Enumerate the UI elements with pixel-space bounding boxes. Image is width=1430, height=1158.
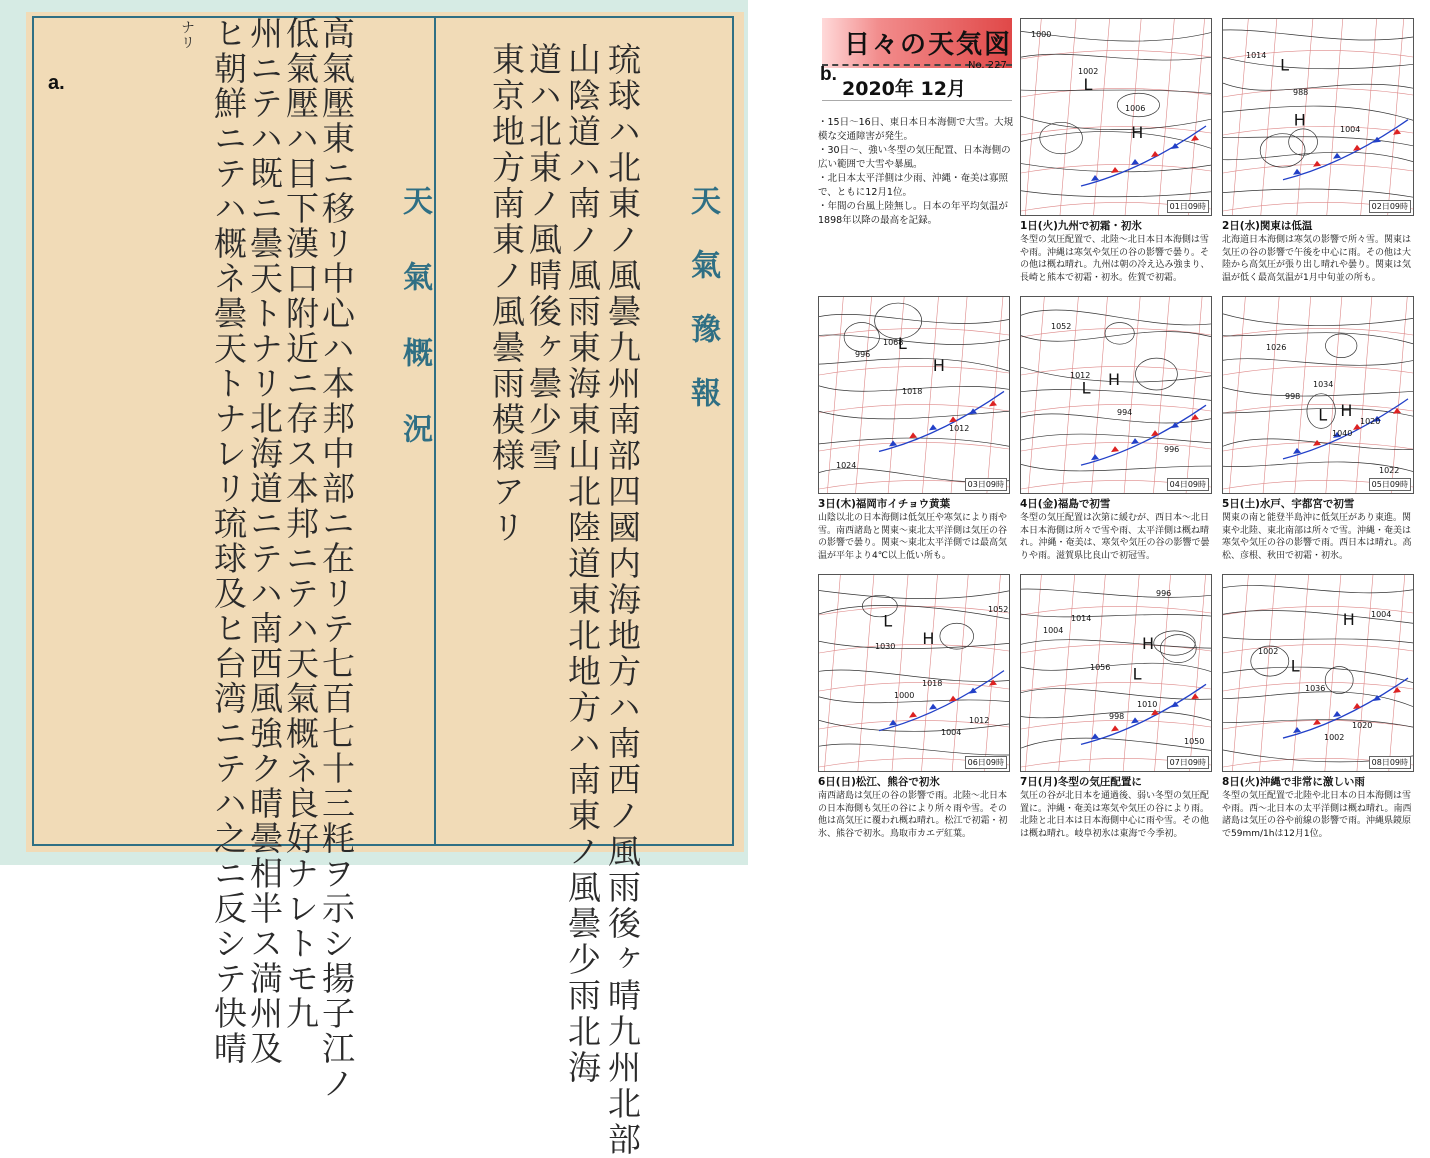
weather-map	[1222, 18, 1414, 216]
isobar	[1223, 30, 1413, 40]
front-marker	[1111, 725, 1119, 731]
isobar	[1223, 106, 1413, 120]
isobar-ring	[1105, 322, 1134, 344]
pressure-label: 1018	[902, 387, 923, 396]
map-timestamp: 08日09時	[1369, 756, 1411, 769]
isobar	[1223, 189, 1413, 197]
isobar	[1223, 137, 1413, 146]
isobar	[1021, 389, 1211, 400]
pressure-label: 1014	[1246, 51, 1267, 60]
pressure-label: 1052	[988, 605, 1009, 614]
day-caption: 4日(金)福島で初雪	[1020, 498, 1111, 510]
day-card-3	[818, 296, 1010, 562]
month-divider	[822, 100, 1012, 101]
front-marker	[1151, 430, 1159, 436]
panel-b-label: b.	[820, 64, 837, 85]
isobar-ring	[940, 623, 974, 649]
pressure-label: 1020	[1360, 417, 1381, 426]
pressure-label: 1030	[875, 642, 896, 651]
front-marker	[1333, 711, 1341, 717]
isobar	[1223, 637, 1413, 643]
pressure-center-symbol: H	[1293, 110, 1306, 130]
isobar	[1021, 191, 1211, 197]
weather-front	[1081, 126, 1206, 186]
front-marker	[1353, 145, 1361, 151]
day-description: 冬型の気圧配置で、北陸～北日本日本海側は雪や雨。沖縄は寒気や気圧の谷の影響で曇り。その他は概ね晴れ。九州は朝の冷え込み強まり、長崎と熊本で初霜・初氷。佐賀で初霜。	[1020, 235, 1210, 283]
pressure-label: 1040	[1332, 429, 1353, 438]
isobar	[819, 411, 1009, 419]
day-caption: 7日(月)冬型の気圧配置に	[1020, 776, 1142, 788]
isobar-map	[819, 297, 1009, 493]
map-timestamp: 05日09時	[1369, 478, 1411, 491]
pressure-label: 1068	[883, 338, 904, 347]
grid-line	[1021, 682, 1211, 691]
isobar	[1021, 689, 1211, 700]
pressure-center-symbol: L	[1132, 664, 1142, 684]
isobar	[819, 744, 1009, 755]
front-marker	[929, 424, 937, 430]
front-marker	[1111, 167, 1119, 173]
map-timestamp: 02日09時	[1369, 200, 1411, 213]
isobar	[1021, 640, 1211, 648]
pressure-label: 998	[1285, 392, 1301, 401]
front-marker	[1293, 169, 1301, 175]
isobar-ring	[1040, 122, 1083, 153]
summary-column-2: 低氣壓ハ目下漢口附近ニ存ス本邦ニテハ天氣概ネ良好ナレトモ九	[281, 16, 320, 1031]
note-item: ・30日～、強い冬型の気圧配置、日本海側の広い範囲で大雪や暴風。	[818, 145, 1011, 170]
grid-line	[819, 404, 1009, 413]
pressure-label: 1012	[949, 424, 970, 433]
pressure-label: 988	[1293, 88, 1309, 97]
day-card-7	[1020, 574, 1212, 840]
panel-a-label: a.	[48, 72, 65, 94]
grid-line	[1223, 126, 1413, 135]
front-marker	[909, 432, 917, 438]
grid-line	[1391, 297, 1407, 493]
pressure-label: 1034	[1313, 380, 1334, 389]
weather-map	[1020, 18, 1212, 216]
grid-line	[1259, 575, 1275, 771]
grid-line	[987, 297, 1003, 493]
note-item: ・北日本太平洋側は少雨、沖縄・奄美は寡照で、ともに12月1位。	[818, 173, 1009, 198]
day-card-8	[1222, 574, 1414, 840]
day-card-6	[818, 574, 1010, 840]
pressure-label: 996	[1164, 445, 1180, 454]
weather-front	[1081, 405, 1206, 465]
day-caption: 2日(水)関東は低温	[1222, 220, 1313, 232]
isobar-map	[819, 575, 1009, 771]
pressure-label: 1004	[1371, 610, 1392, 619]
summary-column-1: 高氣壓東ニ移リ中心ハ本邦中部ニ在リテ七百七十三粍ヲ示シ揚子江ノ	[317, 16, 356, 1101]
grid-line	[922, 297, 938, 493]
day-card-5	[1222, 296, 1414, 562]
pressure-label: 1036	[1305, 684, 1326, 693]
grid-line	[1021, 126, 1211, 135]
day-description: 関東の南と能登半島沖に低気圧があり東進。関東や北陸、東北南部は所々で雪。沖縄・奄美は寒気や気圧の谷の影響で雨。西日本は晴れ。高松、彦根、秋田で初霜・初氷。	[1222, 513, 1412, 561]
front-marker	[1091, 175, 1099, 181]
pressure-label: 1020	[1352, 721, 1373, 730]
grid-line	[1124, 297, 1140, 493]
note-item: ・年間の台風上陸無し。日本の年平均気温が1898年以降の最高を記録。	[818, 201, 1009, 226]
isobar-map	[1021, 575, 1211, 771]
isobar-ring	[1325, 334, 1356, 358]
isobar	[1021, 464, 1211, 471]
monthly-notes	[818, 116, 1014, 228]
pressure-label: 1056	[1090, 663, 1111, 672]
daily-weather-map-panel	[808, 0, 1430, 865]
front-marker	[929, 704, 937, 710]
grid-line	[819, 366, 1009, 375]
day-card-2	[1222, 18, 1414, 284]
front-marker	[1151, 151, 1159, 157]
isobar	[1021, 414, 1211, 423]
day-description: 南西諸島は気圧の谷の影響で雨。北陸～北日本の日本海側も気圧の谷により所々雨や雪。その他は高気圧に覆われ概ね晴れ。松江で初霜・初氷、熊谷で初氷。鳥取市カエデ紅葉。	[818, 791, 1008, 839]
isobar	[1223, 333, 1413, 344]
summary-column-4: ヒ朝鮮ニテハ概ネ曇天トナレリ琉球及ヒ台湾ニテハ之ニ反シテ快晴	[209, 16, 248, 1066]
day-caption: 5日(土)水戸、宇都宮で初雪	[1222, 498, 1355, 510]
page-title: 日々の天気図	[844, 30, 1013, 60]
weather-map	[1020, 296, 1212, 494]
front-marker	[1151, 709, 1159, 715]
isobar	[819, 335, 1009, 345]
isobar	[1223, 359, 1413, 366]
pressure-label: 1012	[969, 716, 990, 725]
map-timestamp: 06日09時	[965, 756, 1007, 769]
day-description: 冬型の気圧配置は次第に緩むが、西日本～北日本日本海側は所々で雪や雨、太平洋側は概ね晴れ。沖縄・奄美は、寒気や気圧の谷の影響で曇りや雨。滋賀県比良山で初冠雪。	[1020, 513, 1210, 561]
pressure-center-symbol: H	[922, 628, 935, 648]
isobar-map	[1223, 575, 1413, 771]
pressure-label: 1022	[1379, 466, 1400, 475]
grid-line	[949, 297, 970, 493]
map-timestamp: 03日09時	[965, 478, 1007, 491]
grid-line	[858, 575, 874, 771]
day-caption: 6日(日)松江、熊谷で初氷	[818, 776, 940, 788]
grid-line	[1094, 19, 1110, 215]
isobar	[819, 590, 1009, 598]
front-marker	[909, 712, 917, 718]
weather-front	[1283, 678, 1408, 738]
map-timestamp: 04日09時	[1167, 478, 1209, 491]
isobar-ring	[1260, 134, 1305, 168]
pressure-label: 1014	[1071, 614, 1092, 623]
isobar-ring	[1325, 667, 1353, 694]
grid-line	[1186, 297, 1202, 493]
pressure-label: 1050	[1184, 737, 1205, 746]
isobar	[1021, 434, 1211, 443]
pressure-label: 1004	[941, 728, 962, 737]
front-marker	[1131, 438, 1139, 444]
grid-line	[1389, 575, 1405, 771]
weather-map	[1020, 574, 1212, 772]
grid-line	[1155, 575, 1171, 771]
grid-line	[921, 575, 937, 771]
pressure-center-symbol: H	[1340, 401, 1353, 421]
front-marker	[1353, 703, 1361, 709]
map-timestamp: 01日09時	[1167, 200, 1209, 213]
forecast-column-1: 琉球ハ北東ノ風曇九州南部四國内海地方ハ南西ノ風雨後ヶ晴九州北部	[603, 42, 642, 1158]
day-card-1	[1020, 18, 1212, 284]
isobar-ring	[844, 322, 879, 351]
weather-front	[1081, 684, 1206, 744]
weather-map	[818, 296, 1010, 494]
isobar	[1223, 585, 1413, 592]
map-timestamp: 07日09時	[1167, 756, 1209, 769]
grid-line	[1025, 575, 1041, 771]
isobar	[819, 438, 1009, 446]
isobar	[1021, 589, 1211, 597]
day-caption: 1日(火)九州で初霜・初氷	[1020, 220, 1142, 232]
front-marker	[1333, 153, 1341, 159]
grid-line	[952, 575, 968, 771]
note-item: ・15日～16日、東日本日本海側で大雪。大規模な交通障害が発生。	[818, 117, 1014, 142]
pressure-center-symbol: L	[1081, 378, 1091, 398]
front-marker	[1313, 161, 1321, 167]
isobar	[1223, 667, 1413, 683]
grid-line	[1223, 644, 1413, 653]
isobar-ring	[1154, 631, 1195, 655]
front-marker	[1293, 448, 1301, 454]
isobar	[1021, 614, 1211, 617]
isobar	[819, 605, 1009, 619]
pressure-center-symbol: L	[883, 611, 893, 631]
isobar-map	[1223, 297, 1413, 493]
grid-line	[1021, 606, 1211, 615]
forecast-column-3: 道ハ北東ノ風晴後ヶ曇少雪	[524, 42, 563, 474]
isobar-map	[1021, 297, 1211, 493]
isobar	[1223, 83, 1413, 90]
grid-line	[1025, 19, 1041, 215]
isobar	[1021, 738, 1211, 750]
pressure-label: 994	[1117, 408, 1133, 417]
issue-number: No. 227	[968, 60, 1007, 71]
pressure-label: 1026	[1266, 343, 1287, 352]
grid-line	[1232, 575, 1248, 771]
pressure-center-symbol: L	[1083, 75, 1093, 95]
day-description: 冬型の気圧配置で北陸や北日本の日本海側は雪や雨。西～北日本の太平洋側は概ね晴れ。南西諸島は気圧の谷や前線の影響で雨。沖縄県鏡原で59mm/1hは12月1位。	[1222, 791, 1412, 839]
grid-line	[1060, 19, 1076, 215]
pressure-center-symbol: H	[1342, 609, 1355, 629]
weather-map	[1222, 574, 1414, 772]
grid-line	[1261, 19, 1277, 215]
summary-column-3: 州ニテハ既ニ曇天トナリ北海道ニテハ南西風強ク晴曇相半ス満州及	[245, 16, 284, 1066]
pressure-center-symbol: H	[1108, 369, 1121, 389]
pressure-label: 1012	[1070, 371, 1091, 380]
pressure-label: 1024	[836, 461, 857, 470]
isobar-map	[1223, 19, 1413, 215]
pressure-center-symbol: L	[1280, 55, 1289, 75]
grid-line	[1059, 575, 1075, 771]
grid-line	[1229, 297, 1245, 493]
pressure-center-symbol: H	[932, 355, 945, 375]
summary-column-5: ナリ	[179, 20, 195, 50]
pressure-label: 996	[855, 350, 871, 359]
grid-line	[1021, 88, 1211, 97]
pressure-center-symbol: H	[1131, 122, 1144, 142]
grid-line	[892, 575, 908, 771]
front-marker	[1091, 454, 1099, 460]
pressure-label: 1002	[1078, 67, 1099, 76]
grid-line	[819, 442, 1009, 451]
summary-heading: 天氣概況	[397, 185, 432, 489]
isobar	[1223, 152, 1413, 162]
day-description: 山陰以北の日本海側は低気圧や寒気により雨や雪。南西諸島と関東～東北太平洋側は気圧の谷の影響で曇り。関東～東北太平洋側では最高気温が平年より4℃以上低い所も。	[818, 513, 1008, 561]
day-caption: 8日(火)沖縄で非常に激しい雨	[1222, 776, 1365, 788]
isobar	[819, 358, 1009, 371]
pressure-center-symbol: L	[1318, 405, 1328, 425]
day-description: 北海道日本海側は寒気の影響で所々雪。関東は気圧の谷の影響で午後を中心に雨。その他は大陸から高気圧が張り出し晴れや曇り。関東は気温が低く最高気温が1月中旬並の所も。	[1222, 235, 1412, 283]
front-marker	[949, 696, 957, 702]
isobar	[1021, 116, 1211, 129]
pressure-label: 998	[1109, 712, 1125, 721]
grid-line	[1223, 366, 1413, 375]
weather-map	[818, 574, 1010, 772]
pressure-label: 1018	[922, 679, 943, 688]
grid-line	[1021, 644, 1211, 653]
front-marker	[1293, 727, 1301, 733]
isobar	[1223, 314, 1413, 326]
grid-line	[1232, 19, 1248, 215]
pressure-label: 1052	[1051, 322, 1072, 331]
isobar-ring	[1135, 358, 1177, 390]
pressure-center-symbol: H	[1141, 634, 1155, 654]
grid-line	[856, 297, 872, 493]
grid-line	[1327, 19, 1343, 215]
isobar	[819, 670, 1009, 682]
pressure-center-symbol: L	[897, 334, 907, 354]
pressure-label: 1002	[1324, 733, 1345, 742]
pressure-label: 1010	[1137, 700, 1158, 709]
pressure-label: 1004	[1043, 626, 1064, 635]
grid-line	[1091, 297, 1107, 493]
isobar	[1021, 132, 1211, 149]
grid-line	[824, 575, 840, 771]
pressure-label: 1004	[1340, 125, 1361, 134]
isobar	[1021, 663, 1211, 671]
day-description: 気圧の谷が北日本を通過後、弱い冬型の気圧配置に。沖縄・奄美は寒気や気圧の谷により雨。北陸と北日本は日本海側中心に雨や雪。その他は概ね晴れ。岐阜初氷は東海で今季初。	[1020, 791, 1210, 839]
forecast-heading: 天氣豫報	[685, 185, 720, 441]
pressure-center-symbol: L	[1290, 656, 1300, 676]
grid-line	[1028, 297, 1044, 493]
weather-map	[1222, 296, 1414, 494]
front-marker	[1131, 159, 1139, 165]
front-marker	[949, 416, 957, 422]
day-card-4	[1020, 296, 1212, 562]
forecast-column-4: 東京地方南東ノ風曇雨模様アリ	[487, 42, 526, 546]
grid-line	[1189, 19, 1205, 215]
grid-line	[1158, 19, 1174, 215]
forecast-column-2: 山陰道ハ南ノ風雨東海東山北陸道東北地方ハ南東ノ風曇少雨北海	[563, 42, 602, 1086]
pressure-label: 996	[1156, 589, 1172, 598]
grid-line	[1021, 404, 1211, 413]
isobar	[819, 314, 1009, 323]
pressure-label: 1002	[1258, 647, 1279, 656]
grid-line	[1361, 19, 1377, 215]
pressure-label: 1000	[1031, 30, 1052, 39]
pressure-label: 1006	[1125, 104, 1146, 113]
day-caption: 3日(木)福岡市イチョウ黄葉	[818, 498, 951, 510]
month-heading: 2020年 12月	[842, 78, 966, 100]
pressure-label: 1000	[894, 691, 915, 700]
front-marker	[1111, 446, 1119, 452]
isobar-map	[1021, 19, 1211, 215]
